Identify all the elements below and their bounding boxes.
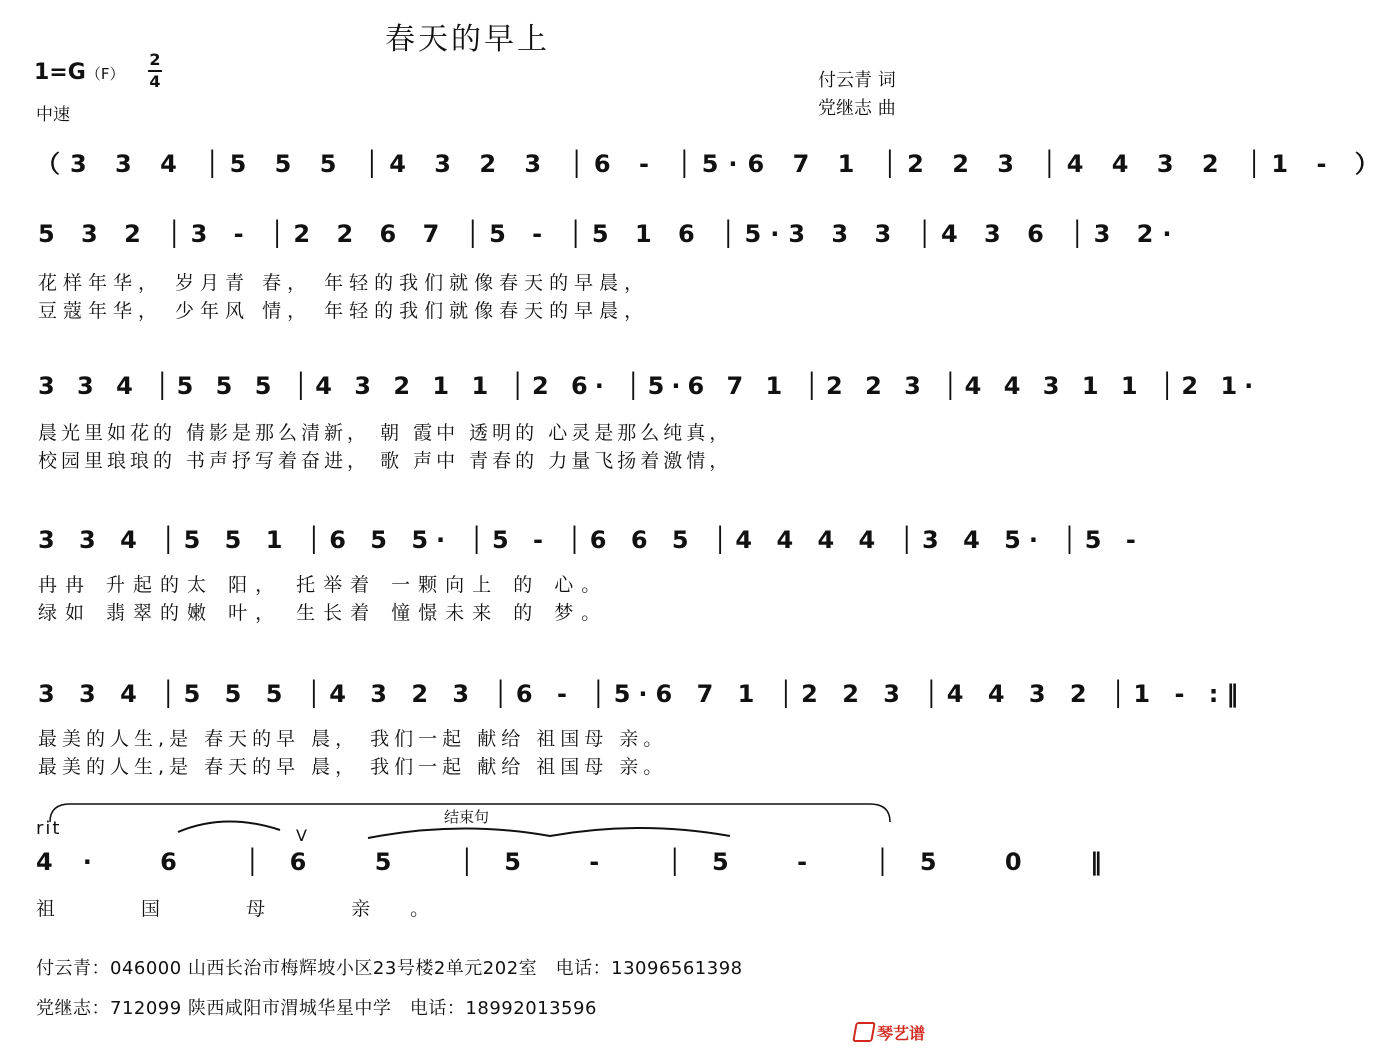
breath-mark: V [296, 826, 307, 845]
time-top: 2 [149, 50, 161, 69]
coda-notes: 4· 6 │6 5 │5 - │5 - │5 0 ‖ [36, 848, 1132, 876]
coda-tie-2 [360, 820, 740, 842]
key-paren: （F） [85, 65, 125, 83]
watermark-text: 琴艺谱 [876, 1024, 925, 1043]
coda-lyrics: 祖 国 母 亲。 [36, 898, 470, 920]
lyrics-line-1-verse-2: 豆蔻年华， 少年风 情， 年轻的我们就像春天的早晨， [38, 300, 650, 322]
watermark-logo [854, 1021, 925, 1044]
coda-tie-1 [170, 814, 300, 836]
composer-credit: 党继志 曲 [818, 98, 896, 119]
lyrics-line-4-verse-1: 最美的人生,是 春天的早 晨， 我们一起 献给 祖国母 亲。 [38, 728, 668, 750]
footer-line-1: 付云青：046000 山西长治市梅辉坡小区23号楼2单元202室 电话：13096561398 [36, 958, 743, 979]
key-signature [34, 60, 124, 85]
lyrics-line-1-verse-1: 花样年华， 岁月青 春， 年轻的我们就像春天的早晨， [38, 272, 650, 294]
tempo-marking: 中速 [36, 105, 70, 125]
key-value: 1=G [34, 60, 86, 85]
time-bottom: 4 [149, 72, 161, 91]
rit-marking: rit [36, 818, 62, 839]
notes-line-4: 3 3 4 │5 5 5 │4 3 2 3 │6 - │5·6 7 1 │2 2 3 │4 4 3 2 │1 - :‖ [38, 680, 1247, 708]
footer-line-2: 党继志：712099 陕西咸阳市渭城华星中学 电话：18992013596 [36, 998, 597, 1019]
lyrics-line-2-verse-2: 校园里琅琅的 书声抒写着奋进， 歌 声中 青春的 力量飞扬着激情， [38, 450, 733, 472]
qinyipu-logo-icon [852, 1022, 876, 1042]
time-signature [148, 50, 162, 92]
lyrics-line-3-verse-1: 冉冉 升起的太 阳， 托举着 一颗向上 的 心。 [38, 574, 609, 596]
score-title: 春天的早上 [385, 22, 550, 57]
lyrics-line-4-verse-2: 最美的人生,是 春天的早 晨， 我们一起 献给 祖国母 亲。 [38, 756, 668, 778]
notes-line-1: 5 3 2 │3 - │2 2 6 7 │5 - │5 1 6 │5·3 3 3 │4 3 6 │3 2· [38, 220, 1181, 248]
notes-line-3: 3 3 4 │5 5 1 │6 5 5· │5 - │6 6 5 │4 4 4 4 │3 4 5· │5 - [38, 526, 1144, 554]
lyricist-credit: 付云青 词 [818, 70, 896, 91]
lyrics-line-3-verse-2: 绿如 翡翠的嫩 叶， 生长着 憧憬未来 的 梦。 [38, 602, 609, 624]
notes-line-2: 3 3 4 │5 5 5 │4 3 2 1 1 │2 6· │5·6 7 1 │2 2 3 │4 4 3 1 1 │2 1· [38, 372, 1261, 400]
ending-label: 结束句 [444, 808, 490, 826]
lyrics-line-2-verse-1: 晨光里如花的 倩影是那么清新， 朝 霞中 透明的 心灵是那么纯真， [38, 422, 733, 444]
notes-line-0: （3 3 4 │5 5 5 │4 3 2 3 │6 - │5·6 7 1 │2 2 3 │4 4 3 2 │1 - ） [36, 150, 1389, 178]
